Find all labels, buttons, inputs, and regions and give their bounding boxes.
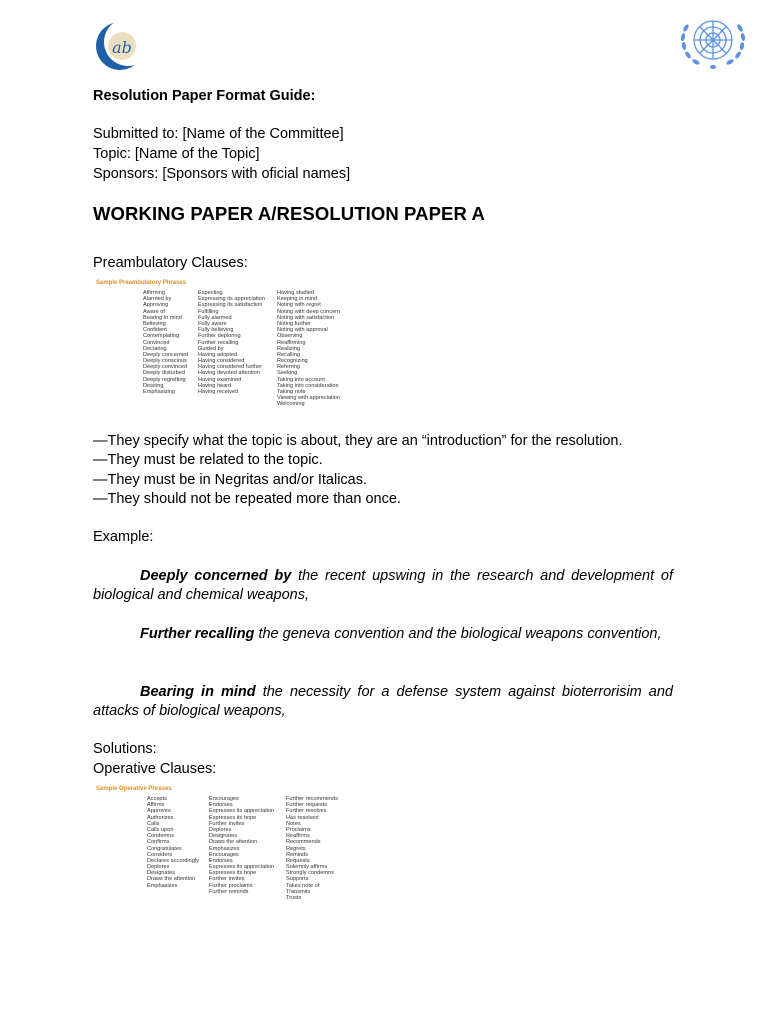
phrase-item: Taking into account (277, 376, 325, 383)
phrase-item: Taking note (277, 389, 306, 395)
phrase-item: Expresses its appreciation (209, 864, 275, 871)
operative-column-2 (209, 796, 274, 895)
phrase-item: Takes note of (286, 882, 320, 889)
phrase-item: Declares accordingly (147, 857, 199, 864)
phrase-item: Having devoted attention (198, 370, 260, 377)
phrase-item: Calls upon (147, 826, 174, 833)
un-emblem-logo (672, 10, 754, 72)
phrase-item: Confident (143, 327, 167, 334)
phrase-item: Having heard (198, 382, 232, 389)
phrase-item: Proclaims (286, 826, 311, 833)
phrase-item: Realizing (277, 345, 301, 352)
phrase-item: Endorses (209, 802, 233, 809)
topic-line: Topic: [Name of the Topic] (93, 146, 260, 162)
phrase-item: Further proclaims (209, 882, 253, 889)
phrase-item: Encourages (209, 796, 239, 802)
rule-item: —They specify what the topic is about, they are an “introduction” for the resolution. (93, 433, 623, 449)
phrase-item: Reminds (286, 851, 309, 858)
phrase-item: Deplores (209, 826, 232, 833)
phrase-item: Further requests (286, 802, 328, 809)
phrase-item: Welcoming (277, 401, 305, 408)
phrase-item: Authorizes (147, 814, 174, 821)
phrase-item: Declaring (143, 345, 167, 352)
phrase-item: Further resolves (286, 808, 327, 815)
phrase-item: Deeply regretting (143, 376, 186, 383)
phrase-item: Designates (147, 870, 175, 877)
rule-item: —They must be in Negritas and/or Italicas. (93, 471, 368, 488)
clause-text: the recent upswing in the research and development of biological and chemical weapons, (93, 568, 673, 604)
phrase-item: Recalling (277, 351, 301, 358)
example-clause-1 (93, 567, 673, 606)
phrase-item: Having considered (198, 358, 245, 365)
phrase-item: Further invites (209, 820, 245, 827)
phrase-item: Further recalling (198, 339, 239, 346)
phrase-item: Expecting (198, 290, 223, 296)
phrase-item: Reaffirms (286, 833, 310, 840)
phrase-item: Noting with approval (277, 327, 328, 334)
phrase-item: Designates (209, 833, 237, 840)
phrase-item: Condemns (147, 833, 175, 840)
phrase-item: Fully alarmed (198, 314, 232, 321)
phrase-item: Having adopted (198, 351, 238, 358)
phrase-item: Noting with regret (277, 302, 321, 309)
operative-column-3 (286, 796, 338, 901)
phrase-item: Calls (147, 820, 160, 827)
phrase-item: Seeking (277, 370, 298, 377)
phrase-item: Expressing its satisfaction (198, 302, 263, 309)
phrase-item: Deeply concerned (143, 351, 189, 358)
phrase-item: Notes (286, 820, 301, 827)
phrase-item: Confirms (147, 839, 170, 846)
phrase-item: Having received (198, 389, 239, 395)
phrase-item: Expresses its appreciation (209, 808, 275, 815)
phrase-item: Believing (143, 320, 166, 327)
phrase-item: Referring (277, 364, 301, 371)
phrase-item: Fully believing (198, 327, 234, 334)
operative-table-title: Sample Operative Phrases (96, 786, 172, 792)
phrase-item: Viewing with appreciation (277, 395, 341, 402)
phrase-item: Recognizing (277, 358, 308, 365)
phrase-item: Fulfilling (198, 308, 219, 315)
phrase-item: Noting with satisfaction (277, 314, 335, 321)
phrase-item: Further recommends (286, 796, 338, 802)
operative-column-1 (147, 796, 199, 889)
clause-lead-phrase: Deeply concerned by (140, 568, 292, 584)
phrase-item: Observing (277, 333, 303, 340)
svg-text:ab: ab (112, 38, 132, 57)
phrase-item: Deeply conscious (143, 358, 187, 365)
rule-item: —They should not be repeated more than once. (93, 490, 401, 507)
example-label: Example: (93, 529, 154, 545)
rule-item: —They must be related to the topic. (93, 452, 323, 469)
phrase-item: Trusts (286, 895, 302, 901)
phrase-item: Reaffirming (277, 339, 306, 346)
clause-text: the necessity for a defense system against bioterrorisim and attacks of biological weapons, (93, 684, 673, 720)
phrase-item: Further deploring (198, 333, 241, 340)
organization-logo (92, 12, 156, 76)
phrase-item: Recommends (286, 839, 321, 846)
phrase-item: Having examined (198, 376, 242, 383)
solutions-label: Solutions: (93, 741, 157, 757)
clause-lead-phrase: Further recalling (140, 626, 255, 642)
preambulatory-label: Preambulatory Clauses: (93, 255, 248, 271)
phrase-item: Accepts (147, 796, 167, 802)
sponsors-line: Sponsors: [Sponsors with oficial names] (93, 166, 351, 182)
phrase-item: Emphasizes (147, 882, 178, 889)
phrase-item: Desiring (143, 382, 164, 389)
phrase-item: Further reminds (209, 888, 249, 895)
phrase-item: Taking into consideration (277, 382, 339, 389)
phrase-item: Having considered further (198, 364, 263, 371)
phrase-item: Draws the attention (147, 876, 196, 883)
phrase-item: Deeply disturbed (143, 370, 185, 377)
phrase-item: Further invites (209, 876, 245, 883)
preambulatory-column-1 (143, 290, 188, 395)
phrase-item: Has resolved (286, 814, 319, 821)
preambulatory-column-3 (277, 290, 340, 408)
preambulatory-phrases-table (93, 278, 373, 408)
phrase-item: Affirming (143, 290, 165, 296)
phrase-item: Emphasizing (143, 389, 176, 395)
phrase-item: Aware of (143, 308, 165, 315)
phrase-item: Draws the attention (209, 839, 258, 846)
phrase-item: Guided by (198, 345, 224, 352)
preambulatory-table-title: Sample Preambulatory Phrases (96, 280, 187, 286)
phrase-item: Bearing in mind (143, 314, 182, 321)
phrase-item: Encourages (209, 851, 239, 858)
clause-rules-list (93, 432, 693, 509)
phrase-item: Regrets (286, 845, 306, 852)
example-clause-3 (93, 683, 673, 722)
phrase-item: Noting further (277, 320, 311, 327)
phrase-item: Approves (147, 808, 171, 815)
phrase-item: Affirms (147, 802, 165, 809)
phrase-item: Having studied (277, 290, 315, 296)
phrase-item: Supports (286, 876, 309, 883)
phrase-item: Keeping in mind (277, 296, 318, 303)
phrase-item: Expresses its hope (209, 870, 257, 877)
phrase-item: Noting with deep concern (277, 308, 341, 315)
phrase-item: Alarmed by (143, 296, 172, 303)
operative-label: Operative Clauses: (93, 761, 217, 777)
phrase-item: Endorses (209, 857, 233, 864)
paper-title: WORKING PAPER A/RESOLUTION PAPER A (93, 203, 485, 224)
phrase-item: Fully aware (198, 320, 227, 327)
phrase-item: Expresses its hope (209, 814, 257, 821)
phrase-item: Requests (286, 857, 310, 864)
phrase-item: Congratulates (147, 845, 182, 852)
clause-text: the geneva convention and the biological weapons convention, (254, 626, 662, 642)
guide-heading: Resolution Paper Format Guide: (93, 88, 316, 104)
phrase-item: Strongly condemns (286, 870, 334, 877)
phrase-item: Deplores (147, 864, 170, 871)
phrase-item: Transmits (286, 888, 311, 895)
phrase-item: Contemplating (143, 333, 180, 340)
clause-lead-phrase: Bearing in mind (140, 684, 256, 700)
phrase-item: Emphasizes (209, 845, 240, 852)
preambulatory-column-2 (198, 290, 265, 395)
phrase-item: Expressing its appreciation (198, 296, 265, 303)
phrase-item: Deeply convinced (143, 364, 188, 371)
submitted-to-line: Submitted to: [Name of the Committee] (93, 126, 344, 142)
phrase-item: Considers (147, 851, 173, 858)
phrase-item: Approving (143, 302, 169, 309)
phrase-item: Convinced (143, 339, 170, 346)
example-clause-2 (93, 625, 673, 644)
operative-phrases-table (93, 784, 363, 902)
phrase-item: Solemnly affirms (286, 864, 328, 871)
